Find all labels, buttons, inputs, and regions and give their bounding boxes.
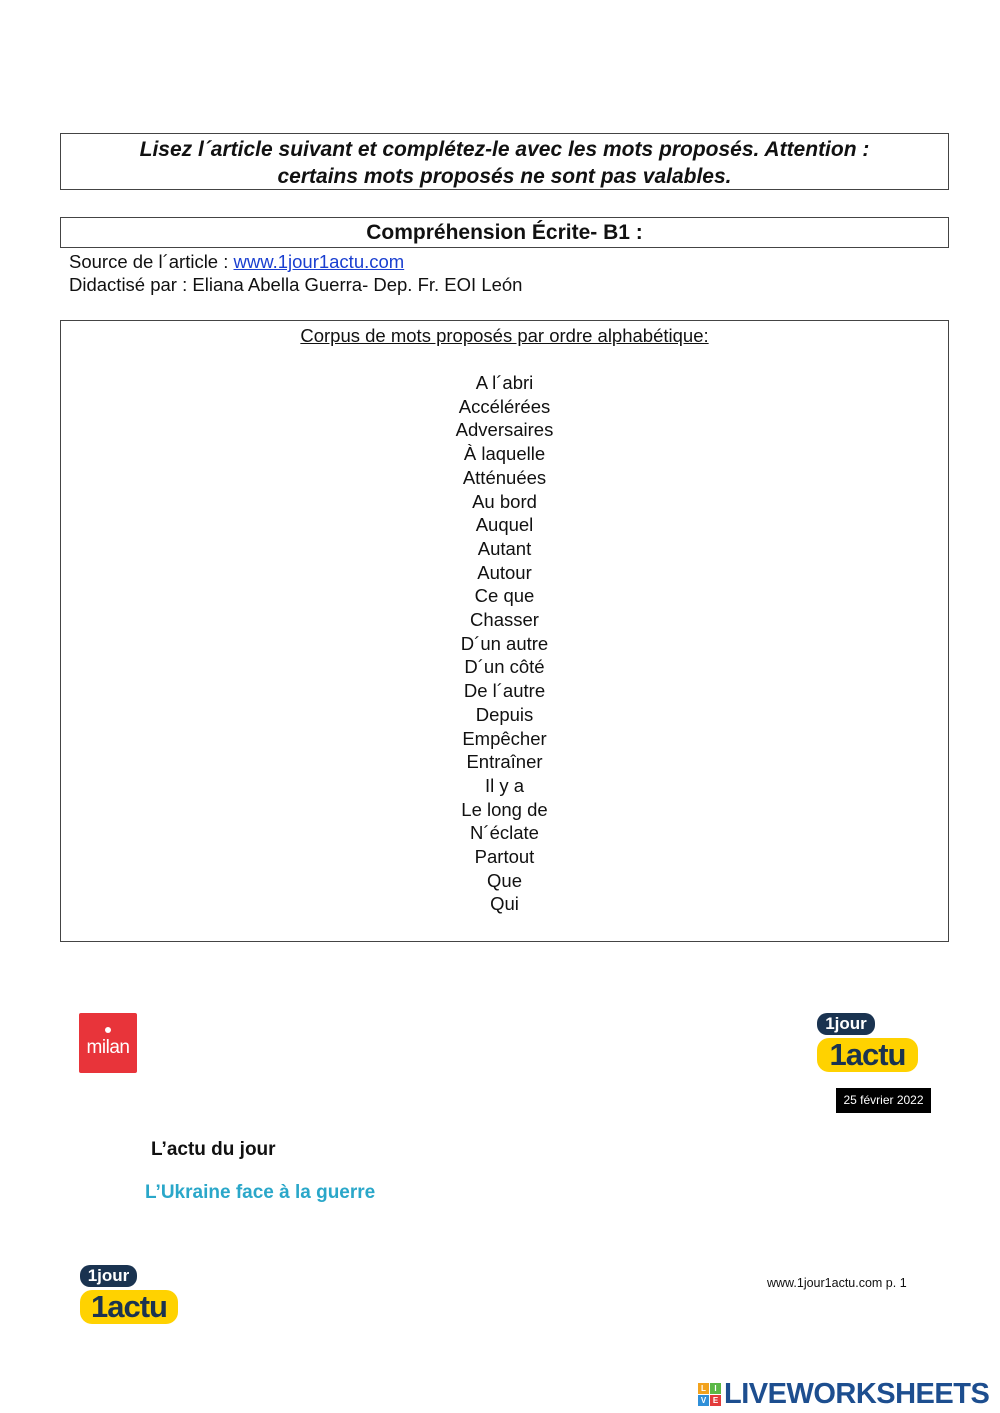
word-item: Le long de <box>461 798 548 820</box>
source-label: Source de l´article : <box>69 251 234 272</box>
word-item: Entraîner <box>466 751 543 773</box>
instructions-box <box>60 133 949 190</box>
didactise-line: Didactisé par : Eliana Abella Guerra- Dep. Fr. EOI León <box>69 274 523 295</box>
word-item: Au bord <box>472 490 537 512</box>
word-item: D´un autre <box>460 632 549 654</box>
liveworksheets-wordmark: LIVEWORKSHEETS <box>724 1377 990 1410</box>
word-item: A l´abri <box>475 372 534 393</box>
word-item: D´un côté <box>464 656 545 678</box>
word-item: Partout <box>474 846 535 868</box>
source-link[interactable]: www.1jour1actu.com <box>233 251 405 272</box>
word-item: Adversaires <box>455 419 554 441</box>
date-badge: 25 février 2022 <box>836 1088 931 1113</box>
word-item: Auquel <box>475 514 534 536</box>
instructions-line-1: Lisez l´article suivant et complétez-le avec les mots proposés. Attention : <box>139 138 870 161</box>
page-reference: www.1jour1actu.com p. 1 <box>767 1276 907 1290</box>
word-item: Que <box>487 869 522 891</box>
word-item: Accélérées <box>458 395 551 417</box>
word-item: Empêcher <box>462 727 547 749</box>
word-item: Autour <box>477 561 532 583</box>
logo-jour-text: 1jour <box>817 1013 875 1035</box>
exercise-title: Compréhension Écrite- B1 : <box>60 217 949 248</box>
word-item: De l´autre <box>463 680 546 702</box>
word-item: Ce que <box>474 585 535 607</box>
section-label: L’actu du jour <box>151 1139 276 1160</box>
word-item: À laquelle <box>463 443 546 465</box>
logo-actu-text: 1actu <box>817 1038 918 1072</box>
word-list <box>61 371 948 916</box>
word-item: Il y a <box>484 774 525 796</box>
liveworksheets-icon <box>698 1383 721 1406</box>
word-item: N´éclate <box>470 822 539 844</box>
corpus-title: Corpus de mots proposés par ordre alphabétique: <box>300 325 709 346</box>
milan-logo-dot <box>105 1027 111 1033</box>
article-headline: L’Ukraine face à la guerre <box>145 1182 376 1203</box>
milan-logo-text: milan <box>86 1037 130 1058</box>
word-item: Qui <box>490 893 519 915</box>
icon-tile: I <box>710 1383 721 1394</box>
icon-tile: L <box>698 1383 709 1394</box>
logo-actu-text: 1actu <box>80 1290 178 1324</box>
1jour1actu-logo-bottom <box>80 1265 180 1325</box>
word-item: Autant <box>477 537 532 559</box>
icon-tile: V <box>698 1395 709 1406</box>
word-item: Depuis <box>475 703 534 725</box>
liveworksheets-brand <box>698 1378 989 1410</box>
word-item: Atténuées <box>462 466 547 488</box>
milan-logo <box>79 1013 137 1073</box>
instructions-line-2: certains mots proposés ne sont pas valables. <box>277 165 732 188</box>
1jour1actu-logo-top <box>817 1013 921 1073</box>
word-item: Chasser <box>470 609 539 631</box>
word-corpus-box <box>60 320 949 942</box>
icon-tile: E <box>710 1395 721 1406</box>
logo-jour-text: 1jour <box>80 1265 137 1287</box>
source-line <box>69 250 404 273</box>
